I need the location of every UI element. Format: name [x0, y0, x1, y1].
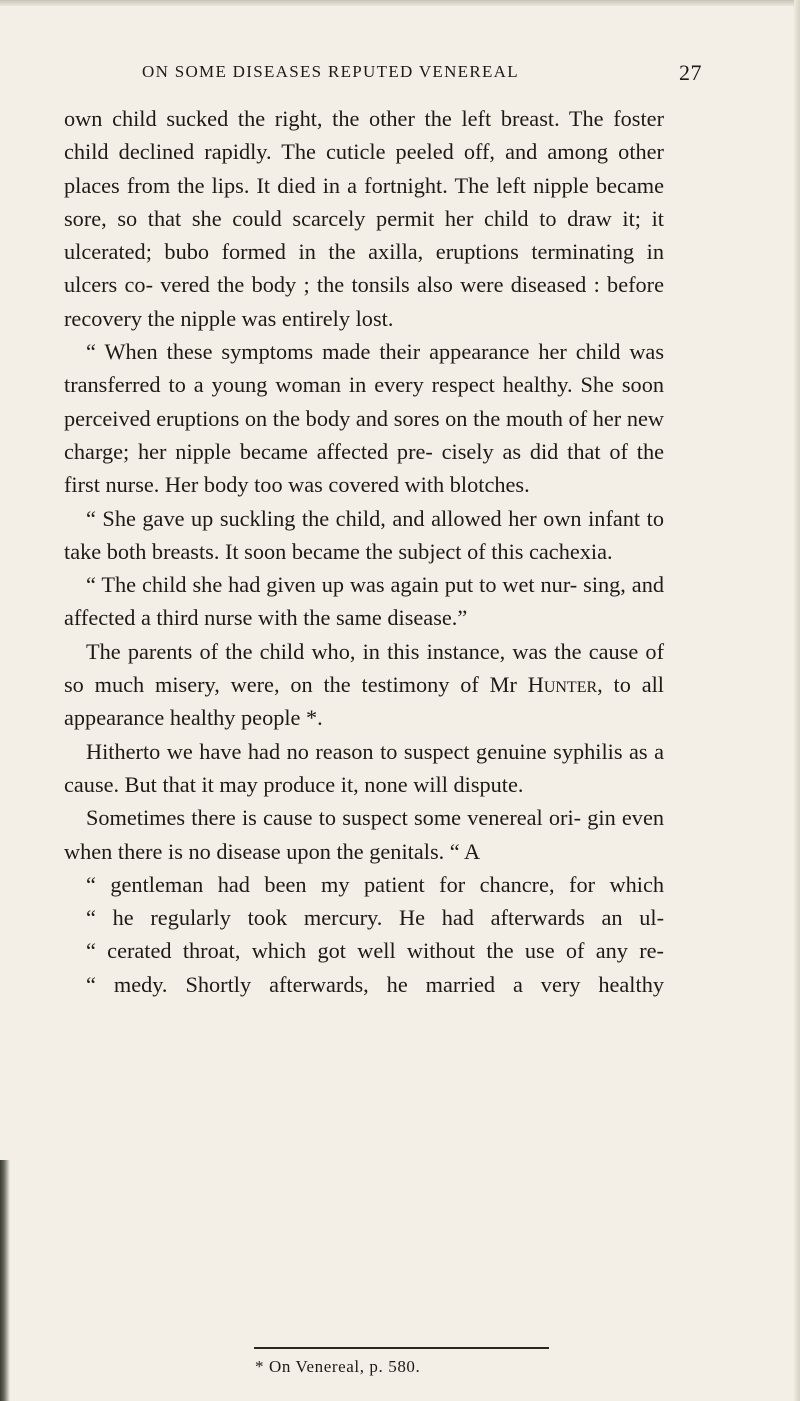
paragraph-4: “ The child she had given up was again put to wet nur- sing, and affected a third nurse with the same disease.” — [64, 572, 664, 631]
quoted-line: “ he regularly took mercury. He had afterwards an ul- — [86, 905, 664, 931]
paragraph-1: own child sucked the right, the other the left breast. The foster child declined rapidly. The cuticle peeled off, and among other places from the lips. It died in a fortnight. The left nipple became sore, so that she could scarcely permit her child to draw it; it ulcerated; bubo formed in the axilla, eruptions terminating in ulcers co- vered the body ; the tonsils also were diseased : before recovery the nipple was entirely lost. — [64, 106, 664, 331]
paragraph-3: “ She gave up suckling the child, and allowed her own infant to take both breasts. It soon became the subject of this cachexia. — [64, 505, 664, 564]
page-header — [142, 62, 702, 86]
paragraph-2: “ When these symptoms made their appearance her child was transferred to a young woman in every respect healthy. She soon perceived eruptions on the body and sores on the mouth of her new charge; her nipple became affected pre- cisely as did that of the first nurse. Her body too was covered with blotches. — [64, 339, 664, 498]
running-head: ON SOME DISEASES REPUTED VENEREAL — [142, 62, 519, 81]
paragraph-5-text: The parents of the child who, in this instance, was the cause of so much misery, were, on the testimony of Mr — [64, 638, 664, 698]
quoted-line: “ medy. Shortly afterwards, he married a very healthy — [86, 971, 664, 997]
author-name: Hunter — [527, 672, 598, 698]
footnote: * On Venereal, p. 580. — [255, 1357, 421, 1376]
paragraph-7 — [64, 801, 664, 1001]
paragraph-5-tail: , to all appearance healthy people *. — [64, 672, 664, 731]
quoted-line: “ gentleman had been my patient for chancre, for which — [86, 871, 664, 897]
paragraph-6: Hitherto we have had no reason to suspect genuine syphilis as a cause. But that it may produce it, none will dispute. — [64, 738, 664, 797]
paragraph-5 — [64, 635, 664, 735]
page-top-edge — [0, 0, 800, 6]
binding-shadow — [0, 1160, 10, 1401]
quoted-line: “ cerated throat, which got well without the use of any re- — [86, 938, 664, 964]
footnote-divider — [254, 1347, 549, 1349]
page-number: 27 — [679, 60, 702, 85]
body-text — [64, 102, 664, 1001]
paragraph-7-lead: Sometimes there is cause to suspect some venereal ori- gin even when there is no disease upon the genitals. “ A — [64, 805, 664, 864]
page-right-edge — [794, 0, 800, 1401]
